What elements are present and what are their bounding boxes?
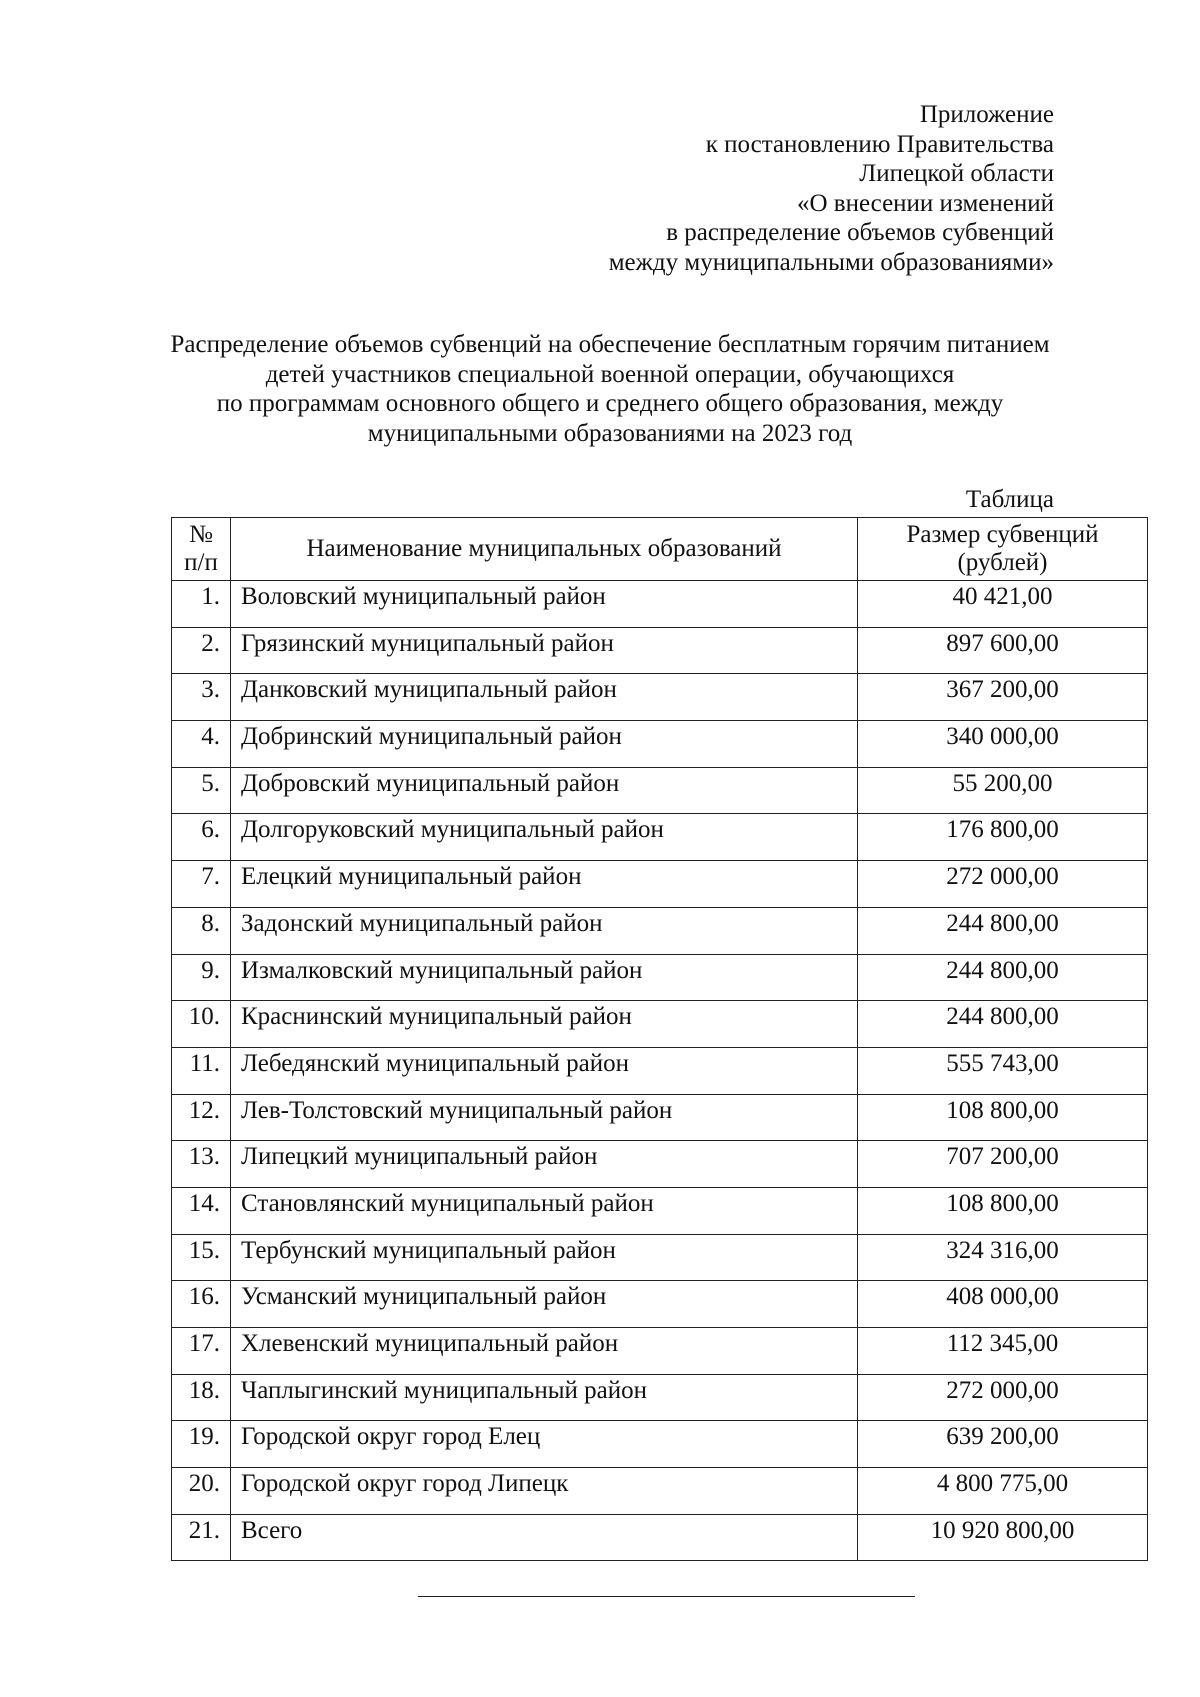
row-name: Грязинский муниципальный район <box>231 627 858 674</box>
row-amount: 367 200,00 <box>858 674 1148 721</box>
row-amount: 897 600,00 <box>858 627 1148 674</box>
row-amount: 272 000,00 <box>858 861 1148 908</box>
table-body <box>172 581 1148 1561</box>
row-amount: 40 421,00 <box>858 581 1148 628</box>
footer-divider <box>418 1596 915 1597</box>
row-amount: 10 920 800,00 <box>858 1514 1148 1561</box>
row-name: Измалковский муниципальный район <box>231 954 858 1001</box>
title-line: по программам основного общего и среднего общего образования, между <box>216 390 1004 418</box>
row-amount: 324 316,00 <box>858 1234 1148 1281</box>
subvention-table <box>171 517 1148 1561</box>
table-row <box>172 1421 1148 1468</box>
row-number: 6. <box>172 814 231 861</box>
row-name: Задонский муниципальный район <box>231 907 858 954</box>
header-amount-label: Размер субвенций <box>906 521 1099 548</box>
appendix-line: «О внесении изменений <box>796 189 1054 217</box>
row-amount: 108 800,00 <box>858 1094 1148 1141</box>
row-number: 5. <box>172 767 231 814</box>
row-amount: 4 800 775,00 <box>858 1468 1148 1515</box>
table-row <box>172 767 1148 814</box>
header-number-abbrev: п/п <box>184 549 218 576</box>
table-row <box>172 1001 1148 1048</box>
row-name: Чаплыгинский муниципальный район <box>231 1374 858 1421</box>
title-line: Распределение объемов субвенций на обеспечение бесплатным горячим питанием <box>170 331 1050 358</box>
row-amount: 555 743,00 <box>858 1047 1148 1094</box>
table-row <box>172 861 1148 908</box>
row-number: 2. <box>172 627 231 674</box>
row-number: 7. <box>172 861 231 908</box>
row-number: 17. <box>172 1328 231 1375</box>
row-amount: 408 000,00 <box>858 1281 1148 1328</box>
table-row <box>172 1094 1148 1141</box>
row-name: Городской округ город Липецк <box>231 1468 858 1515</box>
row-number: 4. <box>172 721 231 768</box>
table-row <box>172 1234 1148 1281</box>
row-amount: 707 200,00 <box>858 1141 1148 1188</box>
table-row <box>172 1374 1148 1421</box>
row-amount: 639 200,00 <box>858 1421 1148 1468</box>
row-amount: 112 345,00 <box>858 1328 1148 1375</box>
row-amount: 55 200,00 <box>858 767 1148 814</box>
row-name: Елецкий муниципальный район <box>231 861 858 908</box>
table-row <box>172 814 1148 861</box>
row-number: 1. <box>172 581 231 628</box>
row-number: 10. <box>172 1001 231 1048</box>
row-number: 19. <box>172 1421 231 1468</box>
row-amount: 244 800,00 <box>858 954 1148 1001</box>
table-row <box>172 1047 1148 1094</box>
row-name: Долгоруковский муниципальный район <box>231 814 858 861</box>
row-number: 15. <box>172 1234 231 1281</box>
row-number: 9. <box>172 954 231 1001</box>
row-name: Липецкий муниципальный район <box>231 1141 858 1188</box>
header-amount-unit: (рублей) <box>957 549 1048 576</box>
row-name: Воловский муниципальный район <box>231 581 858 628</box>
row-number: 21. <box>172 1514 231 1561</box>
row-number: 20. <box>172 1468 231 1515</box>
table-row <box>172 1141 1148 1188</box>
row-number: 12. <box>172 1094 231 1141</box>
row-name: Городской округ город Елец <box>231 1421 858 1468</box>
table-row <box>172 1281 1148 1328</box>
appendix-line: Липецкой области <box>859 160 1054 188</box>
table-row <box>172 581 1148 628</box>
header-number-symbol: № <box>189 521 213 548</box>
row-name: Всего <box>231 1514 858 1561</box>
row-amount: 176 800,00 <box>858 814 1148 861</box>
table-row <box>172 674 1148 721</box>
row-name: Данковский муниципальный район <box>231 674 858 721</box>
table-row <box>172 627 1148 674</box>
appendix-line: к постановлению Правительства <box>705 130 1054 158</box>
document-title <box>150 330 1070 448</box>
table-row <box>172 907 1148 954</box>
table-row <box>172 1328 1148 1375</box>
appendix-line: Приложение <box>919 101 1054 128</box>
row-amount: 340 000,00 <box>858 721 1148 768</box>
row-name: Становлянский муниципальный район <box>231 1187 858 1234</box>
row-number: 8. <box>172 907 231 954</box>
row-number: 13. <box>172 1141 231 1188</box>
row-name: Лебедянский муниципальный район <box>231 1047 858 1094</box>
title-line: муниципальными образованиями на 2023 год <box>367 419 853 447</box>
row-name: Лев-Толстовский муниципальный район <box>231 1094 858 1141</box>
header-number <box>172 518 231 581</box>
table-row <box>172 1514 1148 1561</box>
row-name: Добровский муниципальный район <box>231 767 858 814</box>
row-number: 18. <box>172 1374 231 1421</box>
appendix-line: в распределение объемов субвенций <box>666 219 1054 247</box>
table-row <box>172 1187 1148 1234</box>
table-row <box>172 954 1148 1001</box>
row-name: Хлевенский муниципальный район <box>231 1328 858 1375</box>
title-line: детей участников специальной военной операции, обучающихся <box>265 360 955 388</box>
table-row <box>172 1468 1148 1515</box>
appendix-header <box>354 100 1054 278</box>
header-name: Наименование муниципальных образований <box>231 518 858 581</box>
row-name: Краснинский муниципальный район <box>231 1001 858 1048</box>
appendix-line: между муниципальными образованиями» <box>608 248 1054 276</box>
row-number: 14. <box>172 1187 231 1234</box>
row-name: Усманский муниципальный район <box>231 1281 858 1328</box>
row-amount: 272 000,00 <box>858 1374 1148 1421</box>
table-row <box>172 721 1148 768</box>
row-number: 3. <box>172 674 231 721</box>
row-number: 16. <box>172 1281 231 1328</box>
table-caption: Таблица <box>965 486 1054 513</box>
row-amount: 108 800,00 <box>858 1187 1148 1234</box>
row-amount: 244 800,00 <box>858 1001 1148 1048</box>
row-name: Тербунский муниципальный район <box>231 1234 858 1281</box>
row-name: Добринский муниципальный район <box>231 721 858 768</box>
row-number: 11. <box>172 1047 231 1094</box>
row-amount: 244 800,00 <box>858 907 1148 954</box>
header-amount <box>858 518 1148 581</box>
table-header-row <box>172 518 1148 581</box>
